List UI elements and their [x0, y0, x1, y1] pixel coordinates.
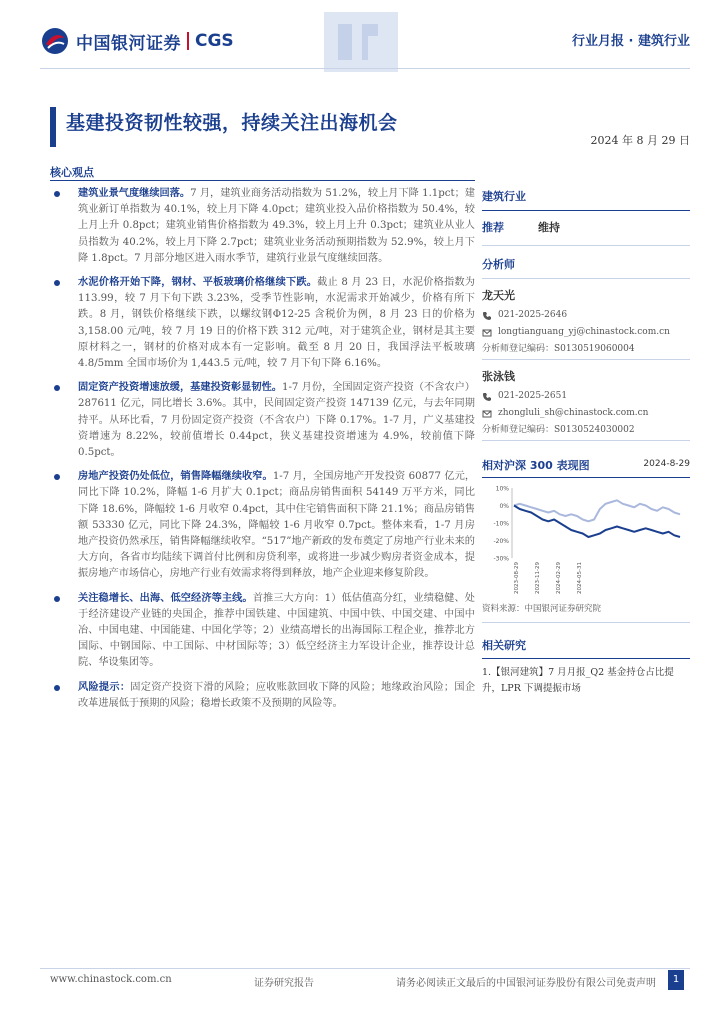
view-paragraph — [50, 186, 475, 267]
analyst-email — [482, 324, 690, 341]
analyst-email — [482, 405, 690, 422]
report-type-tag: 行业月报 · 建筑行业 — [572, 34, 690, 49]
report-footer — [50, 974, 684, 990]
paragraph-lead: 风险提示： — [78, 681, 131, 693]
logo-chinese-name: 中国银河证券 — [76, 33, 181, 54]
view-paragraph — [50, 591, 475, 672]
bullet-dot-icon — [54, 685, 60, 691]
risk-paragraph — [50, 680, 475, 712]
logo-english-name: CGS — [195, 31, 234, 51]
analyst-phone — [482, 388, 690, 405]
chart-y-tick-label: 0% — [499, 503, 509, 510]
core-views-label: 核心观点 — [50, 166, 94, 179]
view-paragraph — [50, 469, 475, 582]
paragraph-lead: 建筑业景气度继续回落。 — [78, 188, 191, 199]
company-logo — [40, 26, 234, 56]
analyst-name: 龙天光 — [482, 289, 515, 302]
chart-y-tick-label: -10% — [493, 520, 509, 528]
view-paragraph — [50, 380, 475, 461]
chart-y-tick-label: -20% — [493, 538, 509, 545]
bullet-dot-icon — [54, 596, 60, 602]
page-number: 1 — [668, 970, 684, 990]
relative-performance-chart — [482, 480, 690, 598]
paragraph-lead: 房地产投资仍处低位，销售降幅继续收窄。 — [78, 471, 273, 483]
title-accent-bar — [50, 107, 56, 147]
paragraph-lead: 水泥价格开始下降，钢材、平板玻璃价格继续下跌。 — [78, 277, 318, 289]
paragraph-lead: 关注稳增长、出海、低空经济等主线。 — [78, 592, 253, 604]
chart-x-tick-label: 2023-08-29 — [514, 562, 520, 594]
related-research-item[interactable]: 1.【银河建筑】7 月月报_Q2 基金持仓占比提升，LPR 下调提振市场 — [482, 667, 674, 694]
rating-label: 推荐 — [482, 221, 504, 234]
sidebar — [482, 180, 690, 697]
paragraph-text: 固定资产投资下滑的风险；应收账款回收下降的风险；地缘政治风险；国企改革进展低于预期的风险；稳增长政策不及预期的风险等。 — [78, 681, 476, 709]
email-icon — [482, 409, 492, 419]
bullet-dot-icon — [54, 385, 60, 391]
chart-y-tick-label: 10% — [495, 485, 509, 493]
phone-icon — [482, 392, 492, 402]
email-icon — [482, 328, 492, 338]
chart-source-note: 资料来源：中国银河证券研究院 — [482, 602, 690, 623]
chart-x-tick-label: 2023-11-29 — [535, 562, 541, 594]
analyst-license: 分析师登记编码：S0130519060004 — [482, 341, 690, 360]
performance-chart — [482, 480, 690, 598]
paragraph-lead: 固定资产投资增速放缓，基建投资彰显韧性。 — [78, 382, 282, 394]
view-paragraph — [50, 275, 475, 372]
phone-number: 021-2025-2651 — [498, 391, 568, 401]
rating-value: 维持 — [538, 221, 560, 234]
footer-divider — [40, 968, 690, 969]
paragraph-text: 1-7 月，全国房地产开发投资 60877 亿元，同比下降 10.2%，降幅 1-6 月扩大 0.1pct；商品房销售面积 54149 万平方米，同比下降 18.6%，降幅较 1-6 月收窄 0.4pct，其中住宅销售面积下降 21.1%；商品房销售额 53330 亿元，同比下降 24.3%，降幅较 1-6 月收窄 0.7pct。整体来看，1-7 月房地产投资仍然承压，销售降幅继续收窄。“517”地产新政的发布奠定了房地产行业未来的大方向，各省市均陆续下调首付比例和房贷利率，或将进一步减少购房者资金成本，提振房地产市场信心，房地产行业有效需求将得到释放，地产企业迎来修复阶段。 — [78, 471, 476, 580]
footer-report-type: 证券研究报告 — [254, 978, 314, 989]
report-date: 2024 年 8 月 29 日 — [590, 134, 690, 147]
paragraph-text: 1-7 月份，全国固定资产投资（不含农户）287611 亿元，同比增长 3.6%。其中，民间固定资产投资 147139 亿元，与去年同期持平。从环比看，7 月份固定资产投资（不含农户）下降 0.17%。1-7 月，广义基建投资增速为 8.22%，较前值增长 0.44pct，狭义基建投资增速为 4.9%，较前值下降 0.5pct。 — [78, 382, 475, 459]
core-views-divider — [50, 180, 475, 181]
industry-label: 建筑行业 — [482, 180, 690, 211]
paragraph-text: 截止 8 月 23 日，水泥价格指数为 113.99，较 7 月下旬下跌 3.23%，受季节性影响，水泥需求开始减少，价格有所下跌。8 月，钢铁价格继续下跌，以螺纹钢Φ12-25 含税价为例，8 月 23 日的价格为 3,158.00 元/吨，较 7 月 19 日的价格下跌 312 元/吨，对于建筑企业，钢材是其主要原材料之一，钢材的价格对成本有一定影响。截至 8 月 20 日，我国浮法平板玻璃 4.8/5mm 全国市场价为 1,443.5 元/吨，较 7 月下旬下降 6.16%。 — [78, 277, 475, 370]
phone-number: 021-2025-2646 — [498, 310, 568, 320]
performance-date: 2024-8-29 — [643, 459, 690, 469]
analyst-license: 分析师登记编码：S0130524030002 — [482, 422, 690, 441]
performance-title: 相对沪深 300 表现图 — [482, 459, 590, 472]
email-address[interactable]: longtianguang_yj@chinastock.com.cn — [498, 327, 670, 337]
chart-x-tick-label: 2024-02-29 — [556, 562, 562, 594]
paragraph-text: 7 月，建筑业商务活动指数为 51.2%，较上月下降 1.1pct；建筑业新订单指数为 40.1%，较上月下降 4.0pct；建筑业投入品价格指数为 50.4%，较上月上升 0.8pct；建筑业销售价格指数为 49.3%，较上月上升 0.3pct；建筑业从业人员指数为 40.2%，较上月下降 2.7pct；建筑业业务活动预期指数为 52.9%，较上月下降 1.8pct。7 月部分地区进入雨水季节，建筑行业景气度继续回落。 — [78, 188, 475, 264]
analyst-phone — [482, 307, 690, 324]
footer-website[interactable]: www.chinastock.com.cn — [50, 974, 172, 985]
related-research-heading: 相关研究 — [482, 637, 690, 659]
bullet-dot-icon — [54, 474, 60, 480]
footer-disclaimer: 请务必阅读正文最后的中国银河证券股份有限公司免责声明 — [396, 978, 656, 989]
email-address[interactable]: zhongluli_sh@chinastock.com.cn — [498, 408, 649, 418]
performance-header — [482, 457, 690, 478]
bullet-dot-icon — [54, 280, 60, 286]
report-header — [0, 0, 724, 80]
cgs-logo-icon — [40, 26, 70, 56]
header-divider — [40, 68, 690, 69]
analyst-name: 张泳钱 — [482, 370, 515, 383]
core-views-section — [50, 186, 475, 720]
phone-icon — [482, 311, 492, 321]
rating-row — [482, 211, 690, 246]
bullet-dot-icon — [54, 191, 60, 197]
analyst-card — [482, 287, 690, 360]
paragraph-text: 首推三大方向：1）低估值高分红，业绩稳健、处于经济建设产业链的央国企，推荐中国铁建、中国建筑、中国中铁、中国交建、中国中冶、中国电建、中国能建、中国化学等；2）业绩高增长的出海国际工程企业，推荐北方国际、中钢国际、中工国际、中材国际等；3）低空经济主力军设计企业，推荐设计总院、华设集团等。 — [78, 592, 475, 669]
analyst-heading: 分析师 — [482, 246, 690, 279]
chart-y-tick-label: -30% — [493, 555, 509, 563]
report-title: 基建投资韧性较强，持续关注出海机会 — [66, 112, 398, 134]
analyst-card — [482, 368, 690, 441]
logo-divider — [187, 32, 189, 50]
chart-x-tick-label: 2024-05-31 — [577, 562, 583, 594]
